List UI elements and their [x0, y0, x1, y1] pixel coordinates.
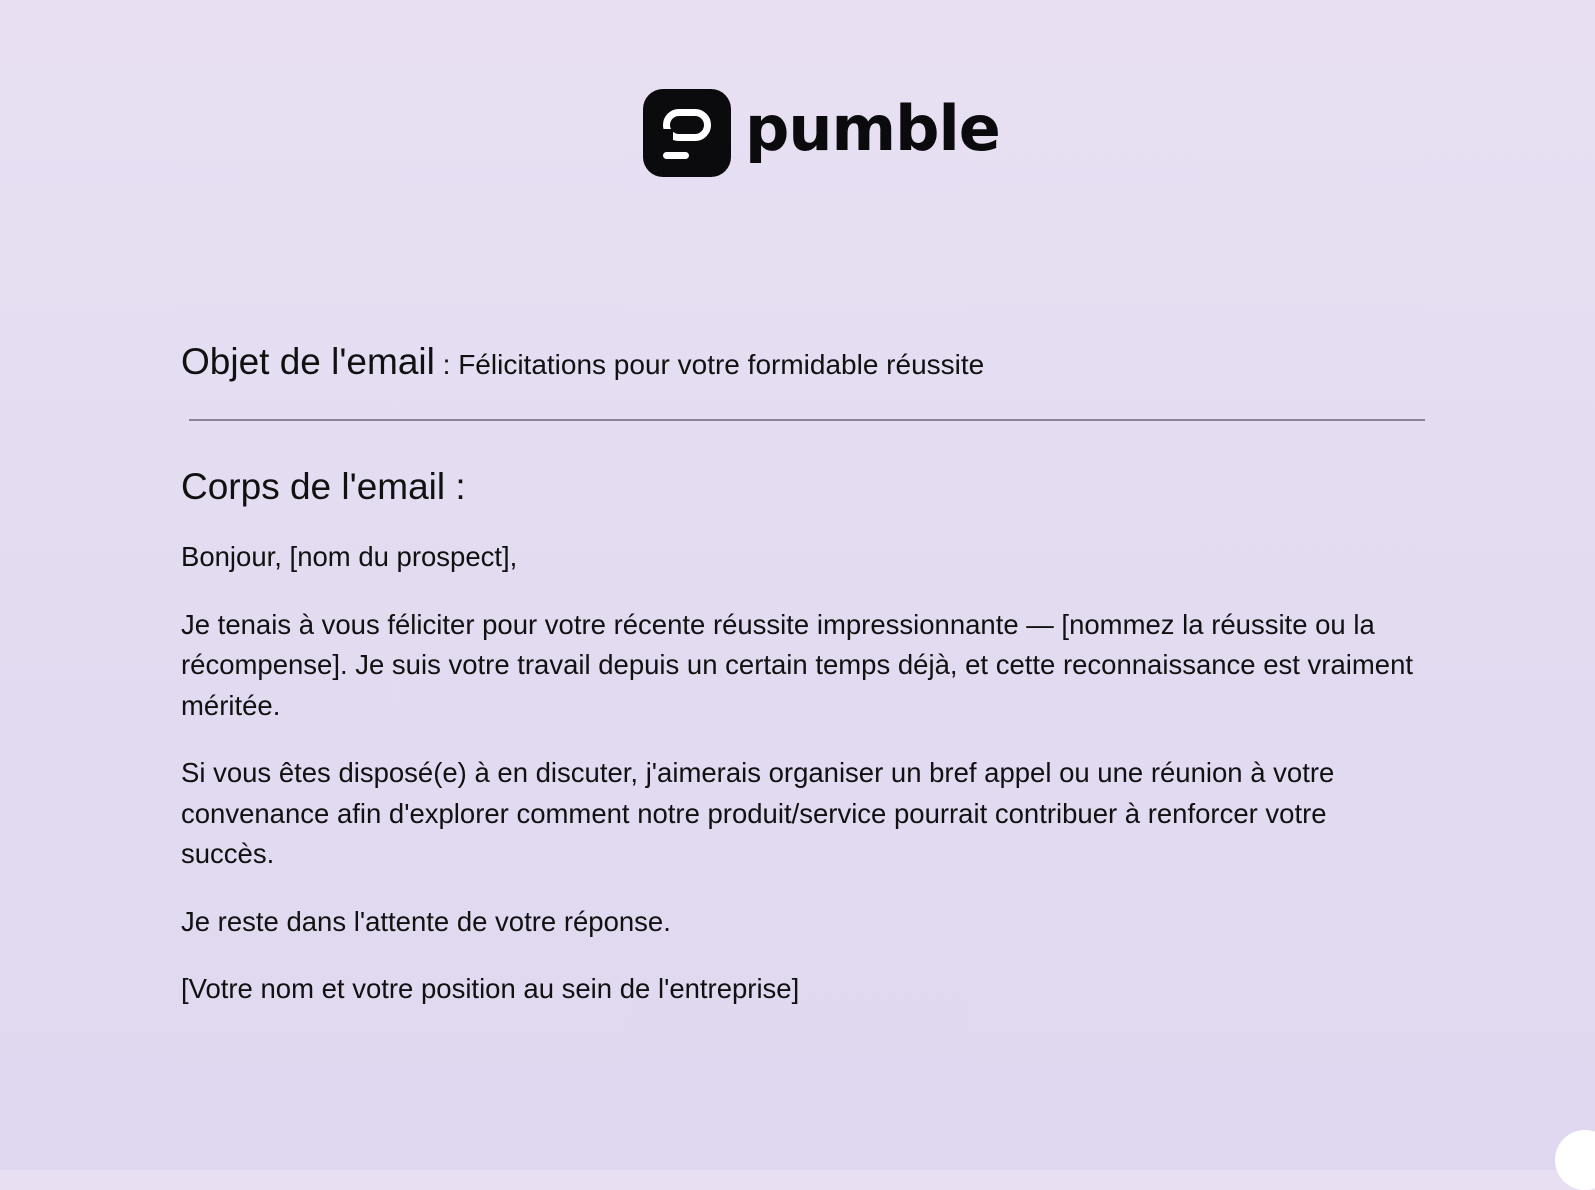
greeting-paragraph: Bonjour, [nom du prospect],	[181, 541, 518, 573]
subject-label: Objet de l'email	[181, 341, 435, 382]
pumble-chat-bubble-icon	[643, 89, 731, 177]
congratulations-paragraph: Je tenais à vous féliciter pour votre récente réussite impressionnante — [nommez la réussite ou la récompense]. Je suis votre travail depuis un certain temps déjà, et cette reconnaissance est vraiment méritée.	[181, 608, 1414, 721]
divider	[189, 419, 1425, 421]
body-title: Corps de l'email :	[181, 465, 466, 507]
email-template	[181, 336, 1421, 1010]
subject-value: : Félicitations pour votre formidable réussite	[434, 349, 985, 380]
corner-widget[interactable]	[1555, 1130, 1595, 1190]
logo-wordmark: pumble	[745, 92, 1000, 165]
signature-paragraph: [Votre nom et votre position au sein de l'entreprise]	[181, 973, 800, 1005]
closing-paragraph: Je reste dans l'attente de votre réponse.	[181, 905, 671, 937]
pumble-logo	[643, 88, 1000, 178]
meeting-request-paragraph: Si vous êtes disposé(e) à en discuter, j'aimerais organiser un bref appel ou une réunion à votre convenance afin d'explorer comment notre produit/service pourrait contribuer à renforcer votre succès.	[181, 757, 1335, 870]
email-subject-line	[181, 336, 1421, 388]
